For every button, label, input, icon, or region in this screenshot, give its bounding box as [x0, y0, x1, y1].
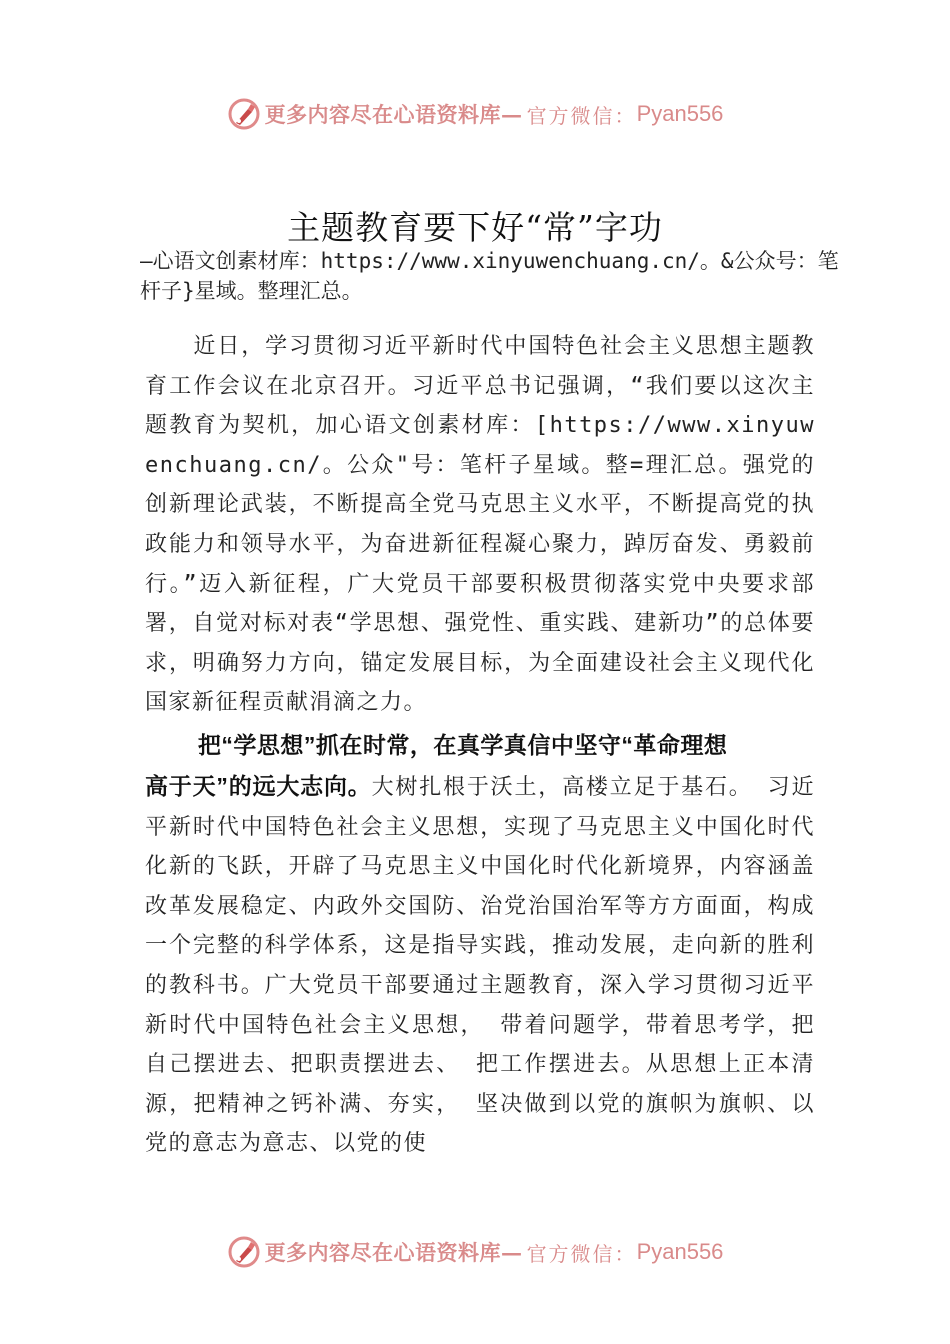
banner-label: 官方微信：	[526, 1241, 637, 1266]
header-watermark-banner	[0, 94, 950, 134]
document-title: 主题教育要下好“常”字功	[287, 208, 663, 247]
pen-nib-circle-icon	[227, 97, 261, 131]
section-body-text: 习近平新时代中国特色社会主义思想，实现了马克思主义中国化时代化新的飞跃，开辟了马克思主义中国化时代化新境界，内容涵盖改革发展稳定、内政外交国防、治党治国治军等方方面面，构成一个完整的科学体系，这是指导实践，推动发展，走向新的胜利的教科书。广大党员干部要通过主题教育，深入学习贯彻习近平新时代中国特色社会主义思想， 带着问题学，带着思考学，把自己摆进去、把职责摆进去、 把工作摆进去。从思想上正本清源，把精神之钙补满、夯实， 坚决做到以党的旗帜为旗帜、以党的意志为意志、以党的使	[145, 774, 815, 1157]
banner-label: 官方微信：	[526, 103, 637, 128]
document-body	[145, 327, 815, 1164]
pen-nib-circle-icon	[227, 1235, 261, 1269]
banner-wechat-id: Pyan556	[636, 1239, 724, 1264]
paragraph-section-1	[145, 723, 815, 1164]
document-subtitle: —心语文创素材库：https://www.xinyuwenchuang.cn/。&公众号：笔杆子}星域。整理汇总。	[140, 249, 839, 303]
section-lead-sentence: 大树扎根于沃土，高楼立足于基石。	[371, 774, 753, 800]
section-heading-line-2: 高于天”的远大志向。	[145, 772, 372, 799]
section-heading-line-1: 把“学思想”抓在时常，在真学真信中坚守“革命理想	[197, 731, 728, 758]
banner-text: 更多内容尽在心语资料库—	[264, 102, 523, 127]
banner-text: 更多内容尽在心语资料库—	[264, 1240, 523, 1265]
footer-watermark-banner	[0, 1232, 950, 1272]
paragraph-intro: 近日，学习贯彻习近平新时代中国特色社会主义思想主题教育工作会议在北京召开。习近平总书记强调，“我们要以这次主题教育为契机，加心语文创素材库：[https://www.xinyuwenchuang.cn/。公众"号：笔杆子星域。整=理汇总。强党的创新理论武装，不断提高全党马克思主义水平，不断提高党的执政能力和领导水平，为奋进新征程凝心聚力，踔厉奋发、勇毅前行。”迈入新征程，广大党员干部要积极贯彻落实党中央要求部署，自觉对标对表“学思想、强党性、重实践、建新功”的总体要求，明确努力方向，锚定发展目标，为全面建设社会主义现代化国家新征程贡献涓滴之力。	[145, 334, 815, 716]
banner-wechat-id: Pyan556	[636, 101, 724, 126]
